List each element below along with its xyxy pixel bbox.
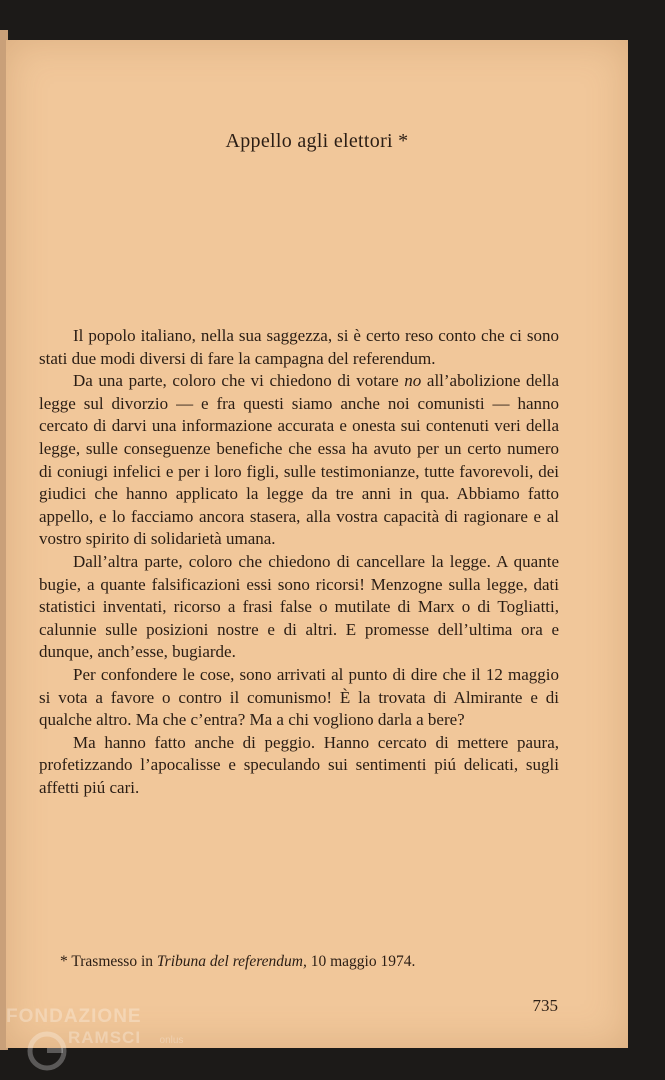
fondazione-gramsci-watermark	[6, 1006, 183, 1048]
footnote-source: Tribuna del referendum,	[156, 953, 307, 970]
paragraph-3: Dall’altra parte, coloro che chiedono di cancellare la legge. A quante bugie, a quante falsificazioni essi sono ricorsi! Menzogne sulla legge, dati statistici inventati, ricorso a frasi false o mutilate di Marx o di Togliatti, calunnie sulle posizioni nostre e di altri. E promesse dell’ultima ora e dunque, anch’esse, bugiarde.	[39, 551, 559, 662]
paragraph-1: Il popolo italiano, nella sua saggezza, si è certo reso conto che ci sono stati due modi diversi di fare la campagna del referendum.	[39, 326, 559, 368]
paragraph-5: Ma hanno fatto anche di peggio. Hanno cercato di mettere paura, profetizzando l’apocalisse e speculando sui sentimenti piú delicati, sugli affetti piú cari.	[39, 732, 559, 797]
book-page	[6, 40, 628, 1048]
paragraph-2: Da una parte, coloro che vi chiedono di votare no all’abolizione della legge sul divorzio — e fra questi siamo anche noi comunisti — hanno cercato di darvi una informazione accurata e onesta sui contenuti veri della legge, sulle conseguenze benefiche che essa ha avuto per un certo numero di coniugi infelici e per i loro figli, sulle testimonianze, tutte favorevoli, dei giudici che hanno applicato la legge da tre anni in qua. Abbiamo fatto appello, e lo facciamo ancora stasera, alla vostra capacità di ragionare e al vostro spirito di solidarietà umana.	[39, 371, 559, 549]
paragraph-4: Per confondere le cose, sono arrivati al punto di dire che il 12 maggio si vota a favore o contro il comunismo! È la trovata di Almirante e di qualche altro. Ma che c’entra? Ma a chi vogliono darla a bere?	[39, 664, 559, 730]
footnote	[60, 953, 580, 971]
page-title: Appello agli elettori *	[225, 130, 409, 152]
footnote-date: 10 maggio 1974.	[306, 953, 416, 970]
watermark-line1: FONDAZIONE	[6, 1006, 142, 1027]
body-text	[39, 325, 559, 799]
page-number: 735	[532, 996, 558, 1015]
watermark-line3: onlus	[159, 1035, 184, 1046]
footnote-prefix: * Trasmesso in	[60, 953, 157, 970]
watermark-line2: RAMSCI	[68, 1028, 142, 1047]
